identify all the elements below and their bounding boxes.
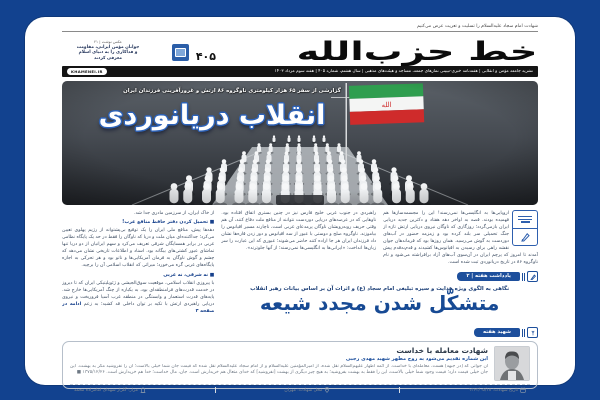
body-area: [62, 210, 538, 323]
tab-divider-bars: [522, 329, 525, 337]
martyrdom-date: تاریخ شهادت: ۱۳۶۳/۰۵/۱۸: [469, 387, 526, 393]
article-subhead: ■ تحمیل کردن دفتر حافظ منافع غرب!: [122, 220, 215, 226]
note-week-section: [221, 267, 538, 314]
martyr-tab-row: [62, 327, 538, 338]
martyr-section: [62, 327, 538, 393]
article-subhead: ■ نه شرقی، نه غربی: [163, 272, 215, 278]
photo-note-line: جوانان مؤمن ایرانی، مقاومت: [76, 44, 140, 50]
article-text: راهبردی در جنوب غربی خلیج فارس نیز در چنین بستری اتفاق افتاده بود. ناوهایی که در عرصه‌های دریایی دوردست نتوانند از منافع ملت دفاع کنند، آن هم وقتی حریف روبه‌رویشان ناوگان پرمدعای غربی است، ناچارند مسیر اقیانوس را بیاموزند. ناوگروه صلح و دوستی با عبور از سه اقیانوس و دور زدن قاره‌ها نشان داد فرزندان ایران هر جا اراده کنند حاضر می‌شوند؛ عبوری که این عبارت را سر زبان‌ها انداخت: «ایرانی‌ها به انگلیسی‌ها نمی‌رسند؛ از آنها جلوترند».: [221, 211, 377, 252]
publication-info-text: نشریه جامعه مؤمن و انقلابی | هفته‌نامه خبری-تبیینی نمازهای جمعه، مساجد و هیئت‌های مذهبی | سال هشتم، شماره ۴۰۵ | هفته سوم مرداد ۱۴۰۳: [274, 69, 533, 74]
martyr-portrait: [494, 346, 530, 381]
location-icon: [324, 387, 330, 393]
cover-headline: انقلاب دریانوردی: [98, 100, 326, 131]
note-week-tab: یادداشت هفته | ۲: [457, 272, 520, 282]
newspaper-page: [25, 17, 575, 393]
pen-icon: [513, 229, 537, 246]
martyr-main: [70, 346, 530, 381]
photo-note-line: و فداکاری را به دنیای اسلام: [78, 50, 138, 56]
tomb-icon: [140, 387, 146, 393]
meta-separator: [215, 387, 216, 393]
martyr-quote: آن جوانی که [در جبهه] هست، معامله‌ای با خداست. از ائمه اطهار علیهم‌السلام نقل شده، از امیرالمؤمنین علیه‌السلام و از امام سجاد علیه‌السلام نقل شده که قیمت جان شما خیلی بالاست؛ آن را نفروشید مگر به بهشت. این جان خیلی قیمت دارد؛ قیمت وجود شما خیلی بالاست، این را فقط به بهشت بفروشید؛ به هیچ چیز دیگری از بهشت [نفروشید] که خدای متعال هم خریدارش است. جان، مال خداست؛ خدا هم خریدارش است. ۱۳۷۵/۱۲/۲۶ ■: [70, 363, 488, 376]
article-column-1: [383, 210, 538, 267]
pen-icon: [527, 271, 538, 282]
condolence-line: شهادت امام سجاد علیه‌السلام را تسلیت و تعزیت عرض می‌کنیم: [62, 24, 538, 32]
masthead-logo: [220, 36, 538, 67]
martyr-title: شهادت معامله با خداست: [396, 345, 488, 355]
continue-label: ادامه در صفحه ۳: [62, 301, 215, 314]
martyr-dedication: این شماره تقدیم می‌شود به روح مطهر شهید مهدی رجبی: [345, 356, 488, 362]
report-and-note: [221, 210, 538, 323]
article-text: با پیروزی انقلاب اسلامی، موقعیت سوق‌الجیشی و ژئوپلیتیکی ایران که تا دیروز در خدمت قدرت‌های فرامنطقه‌ای بود، به یکباره از چنگ آمریکایی‌ها خارج شد. پایه‌های قدرت استعمار و وابستگی در منطقه غرب آسیا فروریخت و نیروی دریایی راهبردی ارتش با تکیه بر توان داخلی قد کشید؛ به زعم ادامه در صفحه ۳: [62, 280, 215, 314]
note-headline: متشکّل شدن مجدد شیعه: [259, 290, 500, 315]
note-week-tab-row: [221, 271, 538, 282]
photo-note-block: [62, 39, 154, 64]
martyr-tab: شهید هفته: [474, 328, 520, 338]
tulip-icon: [527, 327, 538, 338]
meta-separator: [399, 387, 400, 393]
article-text: از خاک ایران، از سرزمین مادری جدا شد.: [133, 211, 215, 216]
photo-note-label: عکس نوشت | ۴۱: [93, 39, 123, 45]
cover-photo: [62, 81, 538, 205]
report-week-badge: [512, 210, 538, 246]
publication-info-bar: [62, 66, 538, 77]
report-columns: [221, 210, 538, 267]
masthead-calligraphy: خط حزب‌الله: [296, 36, 538, 67]
calendar-icon: [520, 387, 526, 393]
website-badge: KHAMENEI.IR: [67, 68, 107, 75]
masthead: [62, 34, 538, 67]
khamenei-media-logo-icon: [172, 44, 189, 61]
martyr-meta-row: [70, 384, 530, 394]
article-text: دهه‌ها پیش، منافع ملی ایران را یک توقیع بی‌پشتوانه از رژیم پهلوی تعیین می‌کرد؛ جداکننده‌ای میان ملت و دریا که ناوگان را فقط در حد یک پایگاه نظامی غربی در برابر همسایگان شرقی تعریف می‌کرد و سهم ایرانیان از دو دریا تنها تماشای عبور کشتی‌های بیگانه بود. اسناد و اطلاعات تاریخی نشان می‌دهد که چشم و گوش ناوگان به فرمان آمریکایی‌ها و ناتو بود و هر تحرکی به اجازه پایگاه‌های غربی گره می‌خورد؛ میراثی که انقلاب اسلامی آن را برچید.: [62, 228, 215, 269]
martyr-box: [62, 341, 538, 393]
article-column-2: [221, 210, 376, 267]
martyrdom-place: محل شهادت: مهران: [284, 387, 330, 393]
article-column-left: [62, 210, 214, 323]
tab-divider-bars: [522, 273, 525, 281]
article-text: اروپایی‌ها به انگلیسی‌ها نمی‌رسند! این را مجسمه‌سازها هم فهمیده بودند. قصه به اواخر دهه هفتاد و دکترین جدید دریایی ایران بازمی‌گردد؛ روزگاری که ناوگان نیروی دریایی ارتش تازه از جنگ تحمیلی سر بلند کرده بود و زمزمه حضور در آب‌های دوردست به گوش می‌رسید. همان روزها بود که فرماندهان جوان نقشه راهی برای رسیدن به اقیانوس‌ها کشیدند و قدم‌به‌قدم پیش آمدند تا امروز که پرچم ایران در آن‌سوی آب‌های آزاد برافراشته می‌شود و نام ناوگروه ۸۶ در تاریخ دریانوردی ثبت شده است.: [383, 211, 538, 266]
martyr-grave: مزار: گلزار شهدای امامزاده محمد: [74, 387, 146, 393]
page-content: [25, 17, 575, 393]
cover-kicker: گزارشی از سفر ۶۵ هزار کیلومتری ناوگروه ۸۶ ارتش و غرورآفرینی فرزندان ایران: [123, 88, 341, 94]
text-lines-icon: [513, 211, 537, 229]
photo-note-line: معرفی کردند: [94, 56, 122, 62]
martyr-text: [70, 346, 488, 381]
issue-number: ۴۰۵: [195, 50, 216, 63]
note-kicker: نگاهی به الگوی ویژه هدایت و سیره تبلیغی امام سجاد (ع) و اثرات آن بر اساس بیانات رهبر انقلاب: [250, 285, 510, 292]
